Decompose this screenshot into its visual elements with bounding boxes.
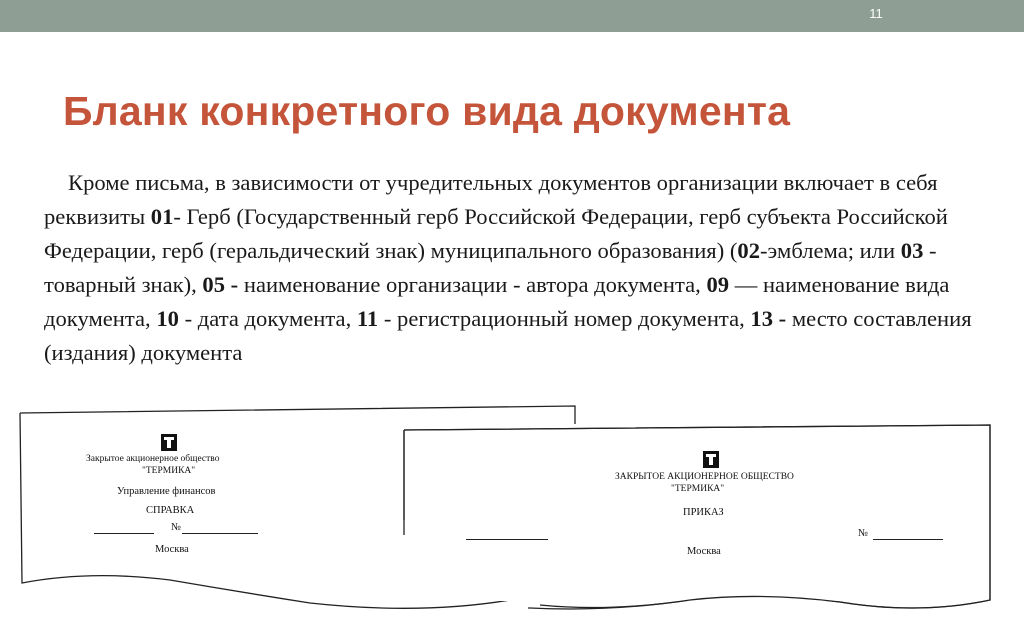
body-text-6: — наименование вида документа, — [44, 272, 950, 331]
form2-number-sign: № — [858, 528, 869, 539]
requisite-09: 09 — [706, 272, 730, 297]
form1-date-line — [94, 533, 154, 534]
requisite-10: 10 — [156, 306, 179, 331]
form2-org-type: ЗАКРЫТОЕ АКЦИОНЕРНОЕ ОБЩЕСТВО — [615, 472, 794, 482]
requisite-05: 05 - — [202, 272, 239, 297]
form1-emblem-icon — [161, 434, 177, 451]
form1-doc-type: СПРАВКА — [146, 505, 195, 516]
form1-org-type: Закрытое акционерное общество — [86, 454, 220, 464]
body-text-1: Кроме письма, в зависимости от учредительных документов организации включает в себя реквизиты — [44, 170, 938, 229]
slide-number: 11 — [869, 6, 883, 21]
body-text-3: -эмблема; или — [760, 238, 901, 263]
form2-doc-type: ПРИКАЗ — [683, 507, 724, 518]
requisite-03: 03 — [900, 238, 924, 263]
requisite-11: 11 — [356, 306, 379, 331]
body-text-7: - дата документа, — [178, 306, 357, 331]
form1-org-name: "ТЕРМИКА" — [142, 466, 196, 476]
body-text-9: место составления (издания) документа — [44, 306, 972, 365]
form1-department: Управление финансов — [117, 486, 216, 497]
form2-date-line — [466, 539, 548, 540]
form2-number-line — [873, 539, 943, 540]
requisite-13: 13 - — [750, 306, 787, 331]
requisite-02: 02 — [737, 238, 760, 263]
requisite-01: 01 — [150, 204, 174, 229]
body-text-5: наименование организации - автора документа, — [238, 272, 707, 297]
form1-number-sign: № — [171, 522, 182, 533]
form2-place: Москва — [687, 546, 721, 557]
form2-emblem-icon — [703, 451, 719, 468]
form2-org-name: "ТЕРМИКА" — [671, 484, 725, 494]
body-text-4: - товарный знак), — [44, 238, 937, 297]
slide-title: Бланк конкретного вида документа — [63, 88, 791, 134]
body-text-2: - Герб (Государственный герб Российской Федерации, герб субъекта Российской Федерации, герб (геральдический знак) муниципального образования) ( — [44, 204, 948, 263]
form1-place: Москва — [155, 544, 189, 555]
form1-number-line — [182, 533, 258, 534]
body-text-8: - регистрационный номер документа, — [378, 306, 751, 331]
